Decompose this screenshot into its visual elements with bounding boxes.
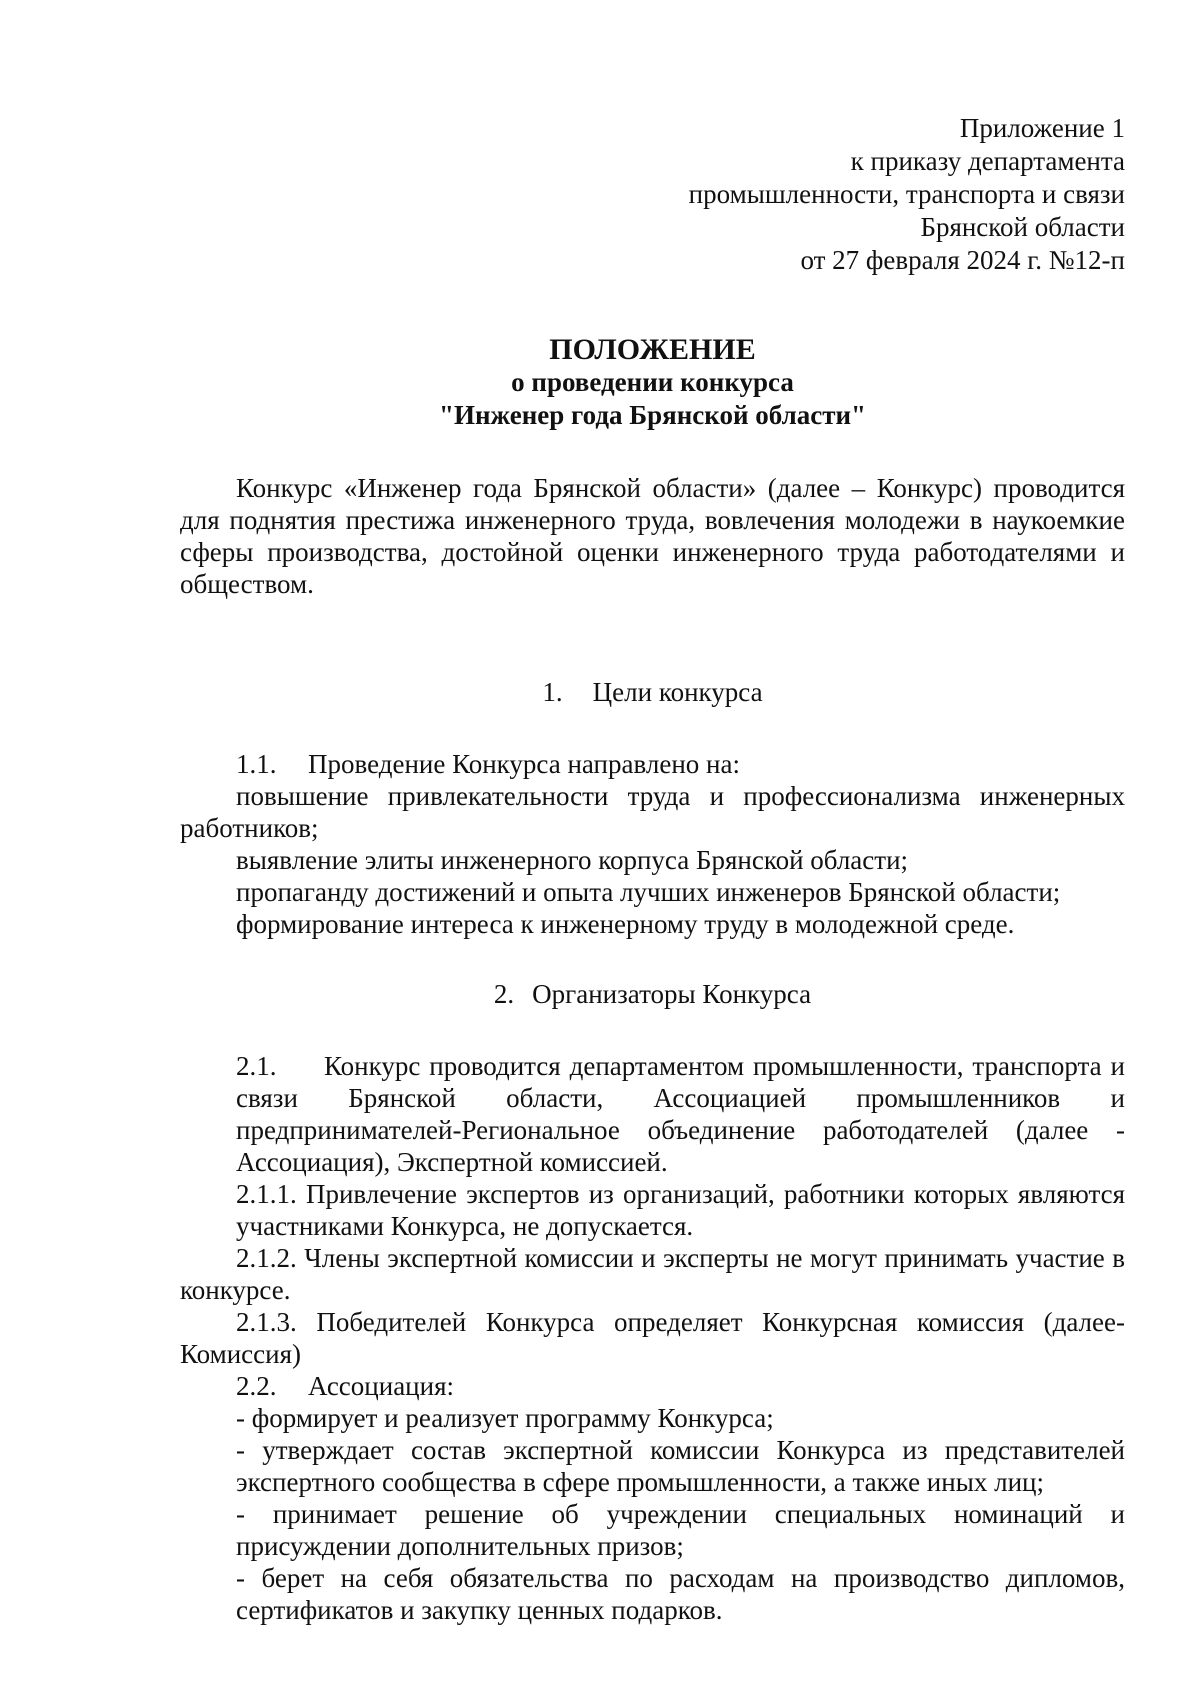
item-2-1: [180, 1050, 1125, 1178]
document-title: [180, 333, 1125, 432]
intro-paragraph: Конкурс «Инженер года Брянской области» (далее – Конкурс) проводится для поднятия престижа инженерного труда, вовлечения молодежи в наукоемкие сферы производства, достойной оценки инженерного труда работодателями и обществом.: [180, 473, 1125, 599]
appendix-line: Приложение 1: [959, 113, 1125, 143]
section-number: 1.: [542, 677, 563, 707]
appendix-line: к приказу департамента: [850, 146, 1125, 176]
item-text: Конкурс проводится департаментом промышленности, транспорта и связи Брянской области, Ассоциацией промышленников и предпринимателей-Региональное объединение работодателей (далее - Ассоциация), Экспертной комиссией.: [236, 1051, 1125, 1177]
appendix-line: от 27 февраля 2024 г. №12-п: [800, 245, 1125, 275]
goal-item: выявление элиты инженерного корпуса Брянской области;: [236, 845, 909, 875]
duty-item: - принимает решение об учреждении специальных номинаций и присуждении дополнительных призов;: [236, 1499, 1125, 1561]
title-contest-name: "Инженер года Брянской области": [438, 400, 867, 430]
duty-item: - берет на себя обязательства по расходам на производство дипломов, сертификатов и закупку ценных подарков.: [236, 1563, 1125, 1625]
duty-item: - формирует и реализует программу Конкурса;: [236, 1403, 774, 1433]
appendix-line: промышленности, транспорта и связи: [688, 179, 1125, 209]
item-number: 2.1.: [236, 1051, 277, 1081]
section-number: 2.: [493, 979, 515, 1009]
title-main: ПОЛОЖЕНИЕ: [549, 333, 756, 366]
duty-item: - утверждает состав экспертной комиссии Конкурса из представителей экспертного сообщества в сфере промышленности, а также иных лиц;: [236, 1435, 1125, 1497]
item-2-2: [180, 1370, 1125, 1402]
section-title: Организаторы Конкурса: [532, 979, 812, 1009]
item-text: Проведение Конкурса направлено на:: [308, 749, 740, 779]
document-page: [180, 112, 1125, 1626]
section-title: Цели конкурса: [592, 677, 763, 707]
goal-item: пропаганду достижений и опыта лучших инженеров Брянской области;: [236, 877, 1061, 907]
appendix-line: Брянской области: [920, 212, 1125, 242]
section-heading-goals: [180, 676, 1125, 708]
item-number: 1.1.: [236, 749, 277, 779]
item-2-1-2: 2.1.2. Члены экспертной комиссии и эксперты не могут принимать участие в конкурсе.: [180, 1243, 1125, 1305]
item-number: 2.2.: [236, 1371, 277, 1401]
item-2-1-3: 2.1.3. Победителей Конкурса определяет Конкурсная комиссия (далее-Комиссия): [180, 1307, 1125, 1369]
item-text: Ассоциация:: [308, 1371, 454, 1401]
goal-item: повышение привлекательности труда и профессионализма инженерных работников;: [180, 781, 1125, 843]
title-subtitle: о проведении конкурса: [511, 367, 794, 397]
section-heading-organizers: [180, 978, 1125, 1010]
item-1-1: [180, 748, 1125, 780]
item-2-1-1: 2.1.1. Привлечение экспертов из организаций, работники которых являются участниками Конкурса, не допускается.: [236, 1179, 1125, 1241]
goal-item: формирование интереса к инженерному труду в молодежной среде.: [236, 909, 1015, 939]
appendix-header: [180, 112, 1125, 277]
